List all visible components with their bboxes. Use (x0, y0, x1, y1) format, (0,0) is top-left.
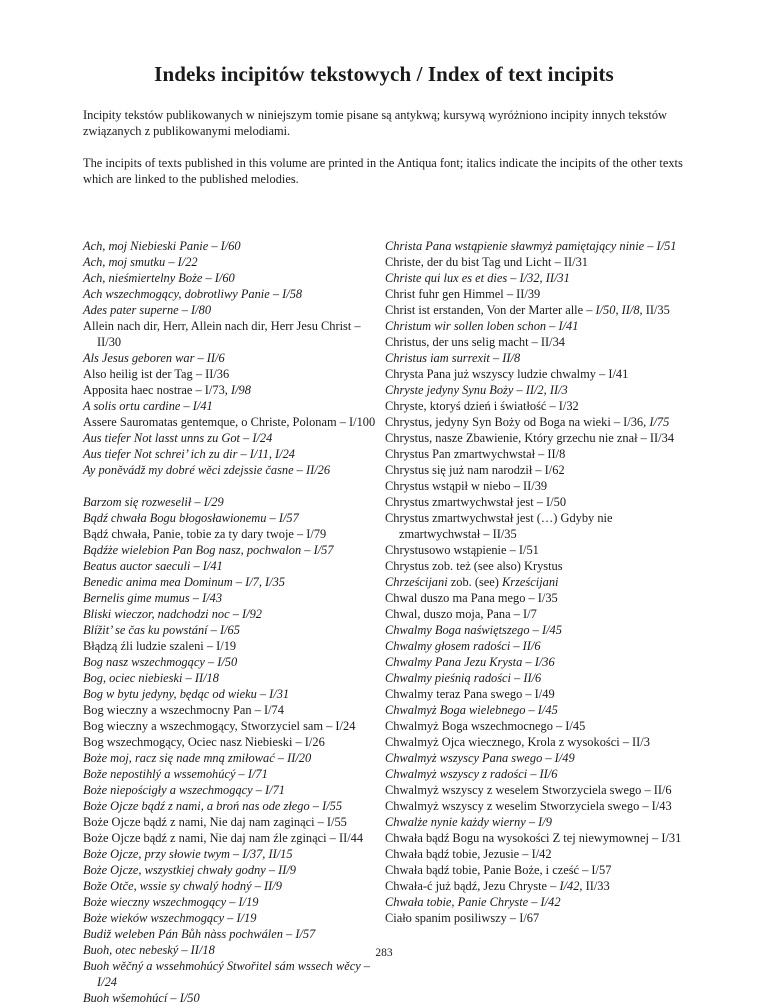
index-entry-text: Chwal duszo ma Pana mego – I/35 (385, 591, 558, 605)
index-entry-text: Chwalmy głosem radości – II/6 (385, 639, 541, 653)
index-entry (385, 414, 690, 430)
index-entry-text: Chwała tobie, Panie Chryste – I/42 (385, 895, 561, 909)
index-entry (385, 510, 690, 542)
index-entry-text: Aus tiefer Not lasst unns zu Got – I/24 (83, 431, 273, 445)
index-entry (83, 414, 383, 430)
index-entry-italic-part: Chrześcijani (385, 575, 448, 589)
index-entry (385, 862, 690, 878)
index-entry (385, 542, 690, 558)
index-entry-text: Chwalmy Boga naświętszego – I/45 (385, 623, 562, 637)
index-entry-text: Als Jesus geboren war – II/6 (83, 351, 225, 365)
index-entry-italic-ref: I/75 (649, 415, 670, 429)
index-entry-text: Ach wszechmogący, dobrotliwy Panie – I/58 (83, 287, 303, 301)
index-entry-text: Buoh, otec nebeský – II/18 (83, 943, 215, 957)
index-entry (83, 286, 383, 302)
index-entry-text: Chwalmyż wszyscy z radości – II/6 (385, 767, 558, 781)
index-entry (83, 862, 383, 878)
index-entry (83, 558, 383, 574)
index-entry (385, 350, 690, 366)
index-entry (385, 398, 690, 414)
index-entry (83, 382, 383, 398)
index-entry-text: Chwała-ć już bądź, Jezu Chryste – (385, 879, 560, 893)
index-entry-text: Chwalmy teraz Pana swego – I/49 (385, 687, 555, 701)
index-entry (83, 302, 383, 318)
index-entry (83, 958, 383, 990)
index-entry-text: Chryste jedyny Synu Boży – II/2, II/3 (385, 383, 568, 397)
index-entry (385, 894, 690, 910)
index-entry-text: Boże wieczny wszechmogący – I/19 (83, 895, 259, 909)
index-entry-text: Christus iam surrexit – II/8 (385, 351, 521, 365)
index-entry (385, 606, 690, 622)
index-entry-text: Ades pater superne – I/80 (83, 303, 212, 317)
index-entry-text: Ach, nieśmiertelny Boże – I/60 (83, 271, 235, 285)
index-entry (385, 302, 690, 318)
index-entry (83, 542, 383, 558)
index-entry-text: Chwalmyż wszyscy z weselem Stworzyciela swego – II/6 (385, 783, 672, 797)
index-entry-text: Christe, der du bist Tag und Licht – II/31 (385, 255, 588, 269)
index-entry (385, 654, 690, 670)
index-entry-text: Christ fuhr gen Himmel – II/39 (385, 287, 541, 301)
index-entry-text: Bądźże wielebion Pan Bog nasz, pochwalon – I/57 (83, 543, 334, 557)
index-column-left (83, 238, 383, 1006)
index-entry (83, 606, 383, 622)
index-entry-text: Chwalmy pieśnią radości – II/6 (385, 671, 542, 685)
section-gap (83, 478, 383, 494)
index-entry (385, 558, 690, 574)
index-entry (83, 926, 383, 942)
index-entry (83, 894, 383, 910)
index-entry-text: Christum wir sollen loben schon – I/41 (385, 319, 579, 333)
index-entry-italic-ref: I/98 (230, 383, 251, 397)
index-entry-text: Chwała bądź tobie, Panie Boże, i cześć – I/57 (385, 863, 612, 877)
index-entry (385, 462, 690, 478)
index-entry (385, 430, 690, 446)
index-entry (83, 366, 383, 382)
index-entry (83, 750, 383, 766)
index-entry (83, 654, 383, 670)
index-entry-text: Boże wieków wszechmogący – I/19 (83, 911, 257, 925)
index-entry (385, 814, 690, 830)
index-entry-text: Chwała bądź tobie, Jezusie – I/42 (385, 847, 552, 861)
index-entry-text: Bądź chwała, Panie, tobie za ty dary twoje – I/79 (83, 527, 327, 541)
index-entry (83, 526, 383, 542)
index-entry (385, 334, 690, 350)
index-entry (83, 686, 383, 702)
index-entry (385, 286, 690, 302)
index-entry-text: Chwalmyż wszyscy z weselim Stworzyciela swego – I/43 (385, 799, 672, 813)
index-entry-text: Barzom się rozweselił – I/29 (83, 495, 224, 509)
index-entry-text: Chryste, ktoryś dzień i światłość – I/32 (385, 399, 579, 413)
index-entry-text: Boże Ojcze bądź z nami, a broń nas ode złego – I/55 (83, 799, 343, 813)
index-entry (83, 830, 383, 846)
index-entry-text: Boże Ojcze, przy słowie twym – I/37, II/15 (83, 847, 293, 861)
index-entry-italic-ref: I/42 (559, 879, 580, 893)
index-entry-text: Chwalmy Pana Jezu Krysta – I/36 (385, 655, 555, 669)
index-entry-ref: , II/33 (579, 879, 610, 893)
index-entry (83, 878, 383, 894)
index-entry: Chrześcijani zob. (see) Krześcijani (385, 575, 559, 589)
index-entry (83, 670, 383, 686)
index-entry (83, 638, 383, 654)
index-entry-text: Allein nach dir, Herr, Allein nach dir, Herr Jesu Christ – II/30 (83, 319, 361, 349)
index-entry-text: Bog w bytu jedyny, będąc od wieku – I/31 (83, 687, 290, 701)
index-entry (83, 814, 383, 830)
index-entry (385, 686, 690, 702)
index-entry-text: Chwała bądź Bogu na wysokości Z tej niewymownej – I/31 (385, 831, 682, 845)
index-entry (385, 910, 690, 926)
index-entry (83, 910, 383, 926)
index-entry (83, 446, 383, 462)
index-entry (83, 430, 383, 446)
index-entry (385, 254, 690, 270)
index-entry-text: Bože nepostihlý a wssemohúcý – I/71 (83, 767, 268, 781)
index-entry (385, 670, 690, 686)
index-entry-text: Bog, ociec niebieski – II/18 (83, 671, 219, 685)
index-entry (385, 382, 690, 398)
index-entry-text: Chrysta Pana już wszyscy ludzie chwalmy – I/41 (385, 367, 629, 381)
index-entry (83, 270, 383, 286)
index-entry-text: Apposita haec nostrae – I/73, (83, 383, 231, 397)
index-entry-text: Chrystus, jedyny Syn Boży od Boga na wieki – I/36, (385, 415, 650, 429)
index-entry (83, 350, 383, 366)
index-entry-text: Benedic anima mea Dominum – I/7, I/35 (83, 575, 285, 589)
index-entry (385, 846, 690, 862)
page-title: Indeks incipitów tekstowych / Index of text incipits (154, 62, 614, 86)
index-entry-ref: II/35 (642, 303, 670, 317)
intro-polish: Incipity tekstów publikowanych w niniejszym tomie pisane są antykwą; kursywą wyróżniono incipity innych tekstów związanych z publikowanymi melodiami. (83, 108, 667, 138)
index-entry-text: Chrystus Pan zmartwychwstał – II/8 (385, 447, 566, 461)
index-entry (83, 990, 383, 1006)
index-entry-text: Chrystus wstąpił w niebo – II/39 (385, 479, 548, 493)
index-entry (385, 638, 690, 654)
index-entry-text: Chwalmyż Boga wszechmocnego – I/45 (385, 719, 586, 733)
index-entry-text: Ay poněvádž my dobré wěci zdejssie časne – II/26 (83, 463, 331, 477)
index-entry-text: Bože Otče, wssie sy chwalý hodný – II/9 (83, 879, 282, 893)
index-entry (83, 318, 383, 350)
index-entry (83, 494, 383, 510)
index-entry-text: Boże Ojcze bądź z nami, Nie daj nam zaginąci – I/55 (83, 815, 347, 829)
index-entry-text: Christus, der uns selig macht – II/34 (385, 335, 565, 349)
index-entry (83, 254, 383, 270)
index-entry (385, 878, 690, 894)
index-entry-text: Boże niepościgły a wszechmogący – I/71 (83, 783, 285, 797)
index-entry (83, 782, 383, 798)
index-entry (385, 734, 690, 750)
index-entry-text: Assere Sauromatas gentemque, o Christe, Polonam – I/100 (83, 415, 376, 429)
index-entry (385, 750, 690, 766)
index-entry-text: Bog wieczny a wszechmocny Pan – I/74 (83, 703, 284, 717)
index-entry-text: Chwalmyż Boga wielebnego – I/45 (385, 703, 558, 717)
index-entry-text: Beatus auctor saeculi – I/41 (83, 559, 223, 573)
index-entry (385, 782, 690, 798)
index-entry-text: Christa Pana wstąpienie sławmyż pamiętający ninie – I/51 (385, 239, 677, 253)
index-entry (83, 718, 383, 734)
index-entry-text: Buoh wšemohúcí – I/50 (83, 991, 200, 1005)
index-entry-text: Boże Ojcze, wszystkiej chwały godny – II/9 (83, 863, 297, 877)
index-entry-text: Budiž weleben Pán Bůh nàss pochwálen – I/57 (83, 927, 316, 941)
index-entry-text: Chwalmyż wszyscy Pana swego – I/49 (385, 751, 575, 765)
index-entry-text: Ciało spanim posiliwszy – I/67 (385, 911, 540, 925)
index-entry (385, 590, 690, 606)
index-entry-text: Blížit’ se čas ku powstání – I/65 (83, 623, 240, 637)
index-entry (385, 702, 690, 718)
index-entry (385, 830, 690, 846)
index-entry-text: Chrystusowo wstąpienie – I/51 (385, 543, 539, 557)
index-entry (385, 798, 690, 814)
page-number: 283 (375, 947, 393, 959)
index-entry-text: Buoh wěčný a wssehmohúcý Stwořitel sám wssech wěcy – I/24 (83, 959, 370, 989)
index-column-right (385, 238, 690, 926)
index-entry (83, 238, 383, 254)
index-entry (385, 318, 690, 334)
index-entry-text: Chwalmyż Ojca wiecznego, Krola z wysokości – II/3 (385, 735, 650, 749)
index-entry-text: Chwal, duszo moja, Pana – I/7 (385, 607, 537, 621)
index-entry (83, 846, 383, 862)
index-entry-text: Chrystus się już nam narodził – I/62 (385, 463, 565, 477)
index-entry-text: Chwalże nynie każdy wierny – I/9 (385, 815, 552, 829)
index-entry-text: Chrystus, nasze Zbawienie, Który grzechu nie znał – II/34 (385, 431, 675, 445)
index-entry-text: Ach, moj Niebieski Panie – I/60 (83, 239, 241, 253)
index-entry (83, 398, 383, 414)
intro-english: The incipits of texts published in this volume are printed in the Antiqua font; italics indicate the incipits of the other texts which are linked to the published melodies. (83, 156, 683, 186)
index-entry-italic-part: Krześcijani (502, 575, 559, 589)
index-entry-text: Bog nasz wszechmogący – I/50 (83, 655, 238, 669)
index-entry (83, 510, 383, 526)
index-entry (385, 622, 690, 638)
index-entry (385, 270, 690, 286)
index-entry (385, 494, 690, 510)
index-entry-text: Christe qui lux es et dies – I/32, II/31 (385, 271, 570, 285)
index-entry-text: Bernelis gime mumus – I/43 (83, 591, 223, 605)
index-entry-text: Bog wszechmogący, Ociec nasz Niebieski – I/26 (83, 735, 325, 749)
index-entry-text: Błądzą źli ludzie szaleni – I/19 (83, 639, 237, 653)
index-entry-italic-ref: I/50, II/8, (595, 303, 643, 317)
index-entry (385, 446, 690, 462)
index-entry-text: Boże moj, racz się nade mną zmiłować – II/20 (83, 751, 312, 765)
index-entry-text: Chrystus zob. też (see also) Krystus (385, 559, 563, 573)
index-entry (83, 798, 383, 814)
index-entry-text: Aus tiefer Not schrei’ ich zu dir – I/11, I/24 (83, 447, 295, 461)
index-entry (83, 462, 383, 478)
index-entry-text: Also heilig ist der Tag – II/36 (83, 367, 230, 381)
index-entry (83, 574, 383, 590)
index-entry (83, 702, 383, 718)
index-entry (385, 478, 690, 494)
index-entry-text: A solis ortu cardine – I/41 (83, 399, 213, 413)
index-entry (385, 366, 690, 382)
index-entry (83, 766, 383, 782)
index-entry-text: Boże Ojcze bądź z nami, Nie daj nam źle zginąci – II/44 (83, 831, 364, 845)
index-entry-text: Bliski wieczor, nadchodzi noc – I/92 (83, 607, 262, 621)
index-entry (385, 238, 690, 254)
index-entry-text: Chrystus zmartwychwstał jest (…) Gdyby nie zmartwychwstał – II/35 (385, 511, 613, 541)
index-entry (83, 590, 383, 606)
index-entry-text: Ach, moj smutku – I/22 (83, 255, 198, 269)
index-entry (385, 718, 690, 734)
index-entry-text: Chrystus zmartwychwstał jest – I/50 (385, 495, 567, 509)
index-entry (83, 734, 383, 750)
index-entry-text: Christ ist erstanden, Von der Marter alle – (385, 303, 596, 317)
index-entry (83, 622, 383, 638)
index-entry-text: Bądź chwała Bogu błogosławionemu – I/57 (83, 511, 299, 525)
index-entry (385, 766, 690, 782)
index-entry-text: Bog wieczny a wszechmogący, Stworzyciel sam – I/24 (83, 719, 356, 733)
